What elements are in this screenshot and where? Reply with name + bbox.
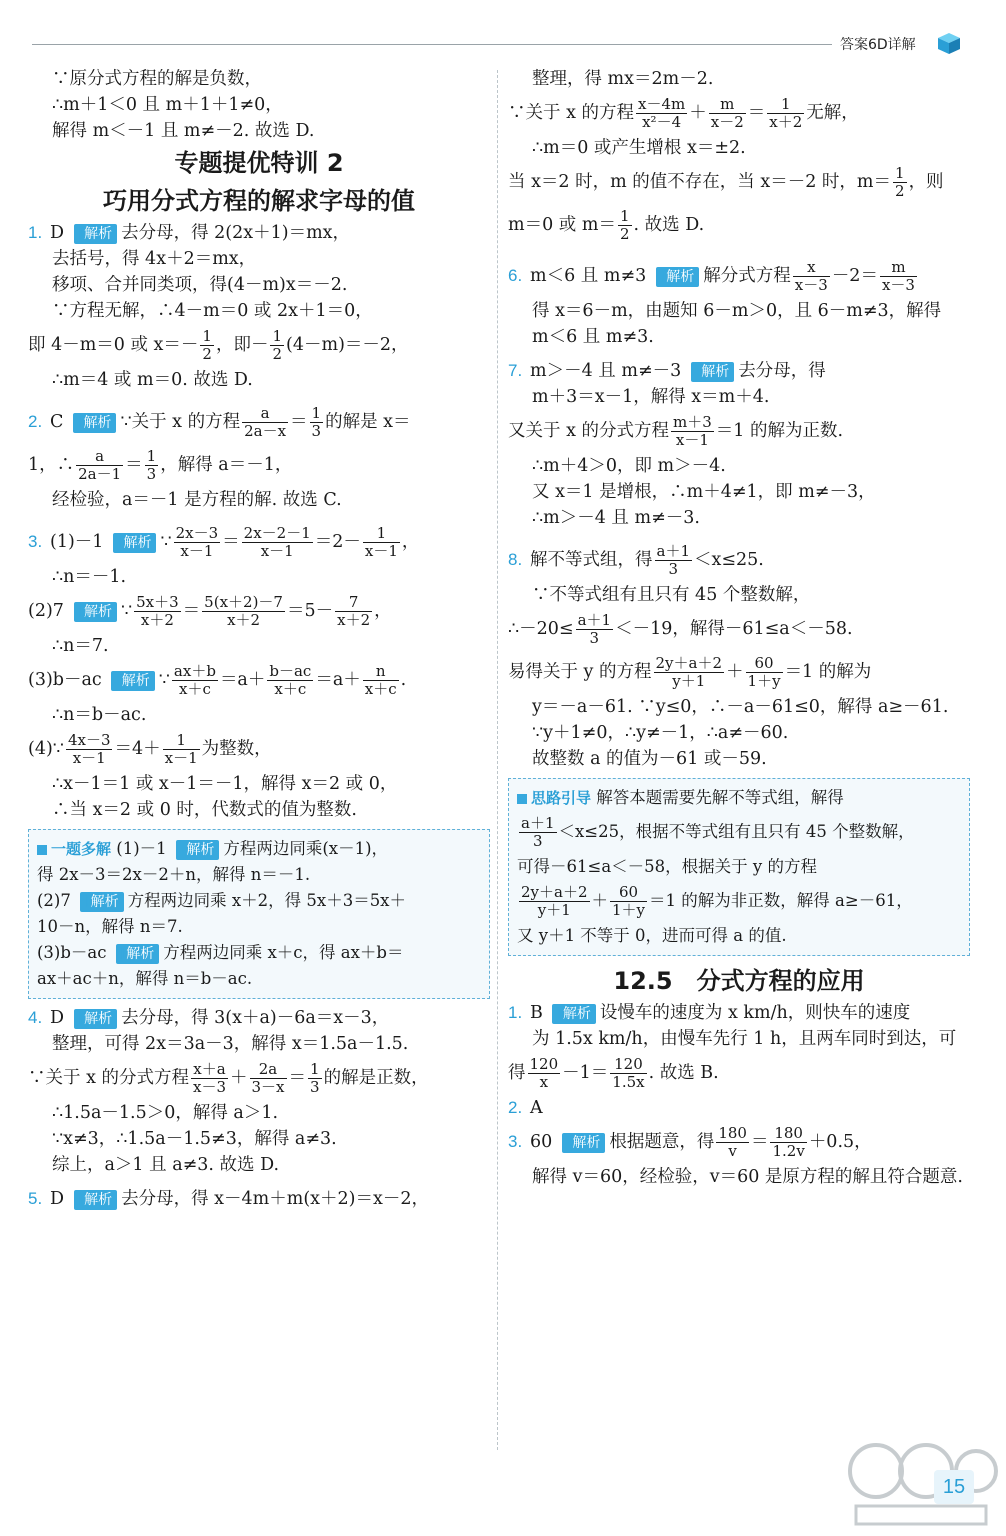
right-column xyxy=(508,66,970,1190)
header-rule xyxy=(32,44,832,45)
question-number: 7. xyxy=(508,361,523,380)
fraction: $\frac{x-4m}{\text{x²－4}}$ xyxy=(638,95,686,131)
analysis-tag: [ 解析 xyxy=(113,533,156,553)
solution-line: ∵方程无解，∴4－m＝0 或 2x＋1＝0， xyxy=(52,301,373,321)
question-7 xyxy=(508,358,970,531)
box-line: 一题多解 (1)－1 [ 解析 方程两边同乘(x－1)， xyxy=(37,836,481,862)
solution-line: 即 4－m＝0 或 x＝－ $\frac{1}{2}$ ，即－ $\frac{1}{2}$ (4－m)＝－2， xyxy=(28,327,409,363)
answer: D xyxy=(50,223,65,243)
box-line: $\frac{a+1}{3}$ ＜x≤25，根据不等式组有且只有 45 个整数解， xyxy=(521,814,915,850)
box-tag: 思路引导 xyxy=(531,789,592,807)
fraction: $\frac{1}{x-1}$ xyxy=(364,524,398,560)
solution-line: ∴m＝0 或产生增根 x＝±2. xyxy=(532,138,746,158)
question-number: 4. xyxy=(28,1008,43,1027)
box-line: 10－n，解得 n＝7. xyxy=(37,917,183,936)
question-number: 1. xyxy=(28,223,43,242)
fraction: $\frac{m}{x-3}$ xyxy=(881,258,915,294)
question-6 xyxy=(508,255,970,350)
analysis-tag: [ 解析 xyxy=(80,892,123,912)
solution-line: 得 $\frac{120}{x}$ －1＝ $\frac{120}{1.5x}$ . 故选 B. xyxy=(508,1055,719,1091)
fraction: $\frac{1}{3}$ xyxy=(311,404,322,440)
intro-line: ∴m＋1＜0 且 m＋1＋1≠0， xyxy=(52,95,283,115)
fraction: $\frac{ax+b}{x+c}$ xyxy=(173,662,216,698)
solution-line: ∴m＝4 或 m＝0. 故选 D. xyxy=(52,370,253,390)
box-line: 可得－61≤a＜－58，根据关于 y 的方程 xyxy=(517,857,817,876)
answer: C xyxy=(50,412,64,432)
page-number: 15 xyxy=(934,1470,974,1504)
solution-line: 经检验，a＝－1 是方程的解. 故选 C. xyxy=(52,490,342,510)
fraction: $\frac{1}{2}$ xyxy=(272,327,283,363)
fraction: $\frac{2a}{3-x}$ xyxy=(251,1060,285,1096)
solution-line: ∴当 x＝2 或 0 时，代数式的值为整数. xyxy=(52,800,357,820)
solution-line: 整理，得 mx＝2m－2. xyxy=(532,69,714,89)
fraction: $\frac{1}{3}$ xyxy=(310,1060,320,1096)
fraction: $\frac{a+1}{3}$ xyxy=(521,814,555,850)
solution-line: 去括号，得 4x＋2＝mx， xyxy=(52,249,257,269)
solution-line: m＝0 或 m＝ $\frac{1}{2}$ . 故选 D. xyxy=(508,207,705,243)
analysis-tag: [ 解析 xyxy=(116,944,159,964)
question-number: 6. xyxy=(508,266,523,285)
solution-line: 3. (1)－1 [ 解析 ∵ $\frac{2x-3}{x-1}$ ＝ $\frac{2x-2-1}{x-1}$ ＝2－ $\frac{1}{x-1}$ ， xyxy=(28,521,490,564)
answer: A xyxy=(530,1098,543,1118)
solution-line: 为 1.5x km/h，由慢车先行 1 h，且两车同时到达，可 xyxy=(532,1029,957,1049)
intro-line: ∵原分式方程的解是负数， xyxy=(52,69,262,89)
fraction: $\frac{4x-3}{x-1}$ xyxy=(67,731,111,767)
answer: D xyxy=(50,1008,65,1028)
fraction: $\frac{2x-3}{x-1}$ xyxy=(175,524,219,560)
solution-line: m＜6 且 m≠3. xyxy=(532,327,654,347)
analysis-tag: [ 解析 xyxy=(656,267,699,287)
fraction: $\frac{1}{x-1}$ xyxy=(164,731,198,767)
left-column xyxy=(28,66,490,1212)
section-question-1 xyxy=(508,1000,970,1095)
solution-line: 设慢车的速度为 x km/h，则快车的速度 xyxy=(599,1003,911,1023)
watermark-logo xyxy=(836,1436,1001,1531)
analysis-tag: [ 解析 xyxy=(691,362,734,382)
solution-line: 去分母，得 xyxy=(738,361,826,381)
question-3 xyxy=(28,521,490,823)
question-1 xyxy=(28,220,490,393)
solution-line: 1，∴ $\frac{a}{2a-1}$ ＝ $\frac{1}{3}$ ，解得 a＝－1， xyxy=(28,447,293,483)
analysis-tag: [ 解析 xyxy=(74,602,117,622)
solution-line: 2. C [ 解析 ∵关于 x 的方程 $\frac{a}{2a-x}$ ＝ $\frac{1}{3}$ 的解是 x＝ xyxy=(28,401,490,444)
solution-line: 3. 60 [ 解析 根据题意，得 $\frac{180}{v}$ ＝ $\frac{180}{1.2v}$ ＋0.5， xyxy=(508,1121,970,1164)
solution-line: 易得关于 y 的方程 $\frac{2y+a+2}{y+1}$ ＋ $\frac{60}{1+y}$ ＝1 的解为 xyxy=(508,654,872,690)
answer: m＜6 且 m≠3 xyxy=(530,266,647,286)
solution-line: 去分母，得 3(x＋a)－6a＝x－3， xyxy=(121,1008,390,1028)
fraction: $\frac{x+a}{x-3}$ xyxy=(193,1060,227,1096)
solution-line: ∵关于 x 的方程 $\frac{x-4m}{\text{x²－4}}$ ＋ $\frac{m}{x-2}$ ＝ $\frac{1}{x+2}$ 无解， xyxy=(508,95,859,131)
solution-line: y＝－a－61. ∵y≤0，∴－a－61≤0，解得 a≥－61. xyxy=(532,697,949,717)
solution-line: ∵不等式组有且只有 45 个整数解， xyxy=(532,585,811,605)
special-training-title: 专题提优特训 2 xyxy=(174,149,344,177)
fraction: $\frac{5x+3}{x+2}$ xyxy=(136,593,179,629)
analysis-tag: [ 解析 xyxy=(74,1009,117,1029)
solution-line: 6. m＜6 且 m≠3 [ 解析 解分式方程 $\frac{x}{x-3}$ －2＝ $\frac{m}{x-3}$ xyxy=(508,255,970,298)
solution-line: m＋3＝x－1，解得 x＝m＋4. xyxy=(532,387,770,407)
answer: B xyxy=(530,1003,543,1023)
fraction: $\frac{a}{2a-x}$ xyxy=(244,404,287,440)
fraction: $\frac{1}{3}$ xyxy=(146,447,157,483)
solution-line: ∵x≠3，∴1.5a－1.5≠3，解得 a≠3. xyxy=(52,1129,337,1149)
fraction: $\frac{m+3}{x-1}$ xyxy=(673,413,712,449)
column-divider xyxy=(497,70,498,1450)
fraction: $\frac{1}{x+2}$ xyxy=(769,95,803,131)
fraction: $\frac{2y+a+2}{y+1}$ xyxy=(521,883,588,919)
section-question-3 xyxy=(508,1121,970,1190)
solution-line: 8. 解不等式组，得 $\frac{a+1}{3}$ ＜x≤25. xyxy=(508,542,764,578)
analysis-tag: [ 解析 xyxy=(176,840,219,860)
box-line: 思路引导 解答本题需要先解不等式组，解得 xyxy=(517,785,961,811)
box-line: (2)7 [ 解析 方程两边同乘 x＋2，得 5x＋3＝5x＋ xyxy=(37,888,481,914)
solution-line: 去分母，得 2(2x＋1)＝mx， xyxy=(121,223,351,243)
special-training-subtitle: 巧用分式方程的解求字母的值 xyxy=(103,187,415,215)
analysis-tag: [ 解析 xyxy=(74,1190,117,1210)
solution-line: (4)∵ $\frac{4x-3}{x-1}$ ＝4＋ $\frac{1}{x-1}$ 为整数， xyxy=(28,731,272,767)
fraction: $\frac{60}{1+y}$ xyxy=(747,654,781,690)
analysis-tag: [ 解析 xyxy=(74,224,117,244)
box-line: ax＋ac＋n，解得 n＝b－ac. xyxy=(37,969,253,988)
solution-line: ∴1.5a－1.5＞0，解得 a＞1. xyxy=(52,1103,279,1123)
solution-line: ∴x－1＝1 或 x－1＝－1，解得 x＝2 或 0， xyxy=(52,774,398,794)
thinking-guide-box xyxy=(508,778,970,956)
solution-line: 故整数 a 的值为－61 或－59. xyxy=(532,749,767,769)
solution-line: ∴－20≤ $\frac{a+1}{3}$ ＜－19，解得－61≤a＜－58. xyxy=(508,611,853,647)
question-number: 2. xyxy=(508,1098,523,1117)
fraction: $\frac{180}{v}$ xyxy=(718,1124,747,1160)
box-tag: 一题多解 xyxy=(51,840,112,858)
solution-line: (3)b－ac [ 解析 ∵ $\frac{ax+b}{x+c}$ ＝a＋ $\frac{b-ac}{x+c}$ ＝a＋ $\frac{n}{x+c}$ . xyxy=(28,659,490,702)
question-number: 2. xyxy=(28,412,43,431)
fraction: $\frac{2y+a+2}{y+1}$ xyxy=(655,654,723,690)
answer: 60 xyxy=(530,1132,553,1152)
question-4 xyxy=(28,1005,490,1178)
fraction: $\frac{b-ac}{x+c}$ xyxy=(269,662,312,698)
fraction: $\frac{1}{2}$ xyxy=(895,164,905,200)
question-number: 1. xyxy=(508,1003,523,1022)
box-line: 得 2x－3＝2x－2＋n，解得 n＝－1. xyxy=(37,865,311,884)
fraction: $\frac{x}{x-3}$ xyxy=(794,258,828,294)
question-number: 3. xyxy=(28,532,43,551)
solution-line: (2)7 [ 解析 ∵ $\frac{5x+3}{x+2}$ ＝ $\frac{5(x+2)-7}{x+2}$ ＝5－ $\frac{7}{x+2}$ ， xyxy=(28,590,490,633)
solution-line: 移项、合并同类项，得(4－m)x＝－2. xyxy=(52,275,348,295)
question-5 xyxy=(28,1186,490,1212)
fraction: $\frac{2x-2-1}{x-1}$ xyxy=(243,524,311,560)
fraction: $\frac{5(x+2)-7}{x+2}$ xyxy=(204,593,283,629)
section-title: 12.5 分式方程的应用 xyxy=(613,967,865,995)
question-number: 3. xyxy=(508,1132,523,1151)
solution-line: ∴n＝7. xyxy=(52,636,109,656)
question-number: 8. xyxy=(508,550,523,569)
solution-line: ∴n＝b－ac. xyxy=(52,705,147,725)
solution-line: 去分母，得 x－4m＋m(x＋2)＝x－2， xyxy=(121,1189,429,1209)
section-question-2 xyxy=(508,1095,970,1121)
analysis-tag: [ 解析 xyxy=(73,413,116,433)
solution-line: 整理，可得 2x＝3a－3，解得 x＝1.5a－1.5. xyxy=(52,1034,409,1054)
fraction: $\frac{120}{1.5x}$ xyxy=(612,1055,645,1091)
fraction: $\frac{1}{2}$ xyxy=(619,207,630,243)
question-number: 5. xyxy=(28,1189,43,1208)
solution-line: ∴n＝－1. xyxy=(52,567,127,587)
fraction: $\frac{60}{1+y}$ xyxy=(612,883,646,919)
answer: m＞－4 且 m≠－3 xyxy=(530,361,682,381)
square-bullet-icon xyxy=(37,845,47,855)
solution-line: 综上，a＞1 且 a≠3. 故选 D. xyxy=(52,1155,280,1175)
intro-line: 解得 m＜－1 且 m≠－2. 故选 D. xyxy=(52,121,315,141)
fraction: $\frac{7}{x+2}$ xyxy=(337,593,371,629)
fraction: $\frac{a+1}{3}$ xyxy=(577,611,612,647)
fraction: $\frac{1}{2}$ xyxy=(202,327,212,363)
solution-line: ∴m＋4＞0，即 m＞－4. xyxy=(532,456,726,476)
fraction: $\frac{120}{x}$ xyxy=(529,1055,559,1091)
square-bullet-icon xyxy=(517,794,527,804)
solution-line: 当 x＝2 时，m 的值不存在，当 x＝－2 时，m＝ $\frac{1}{2}$ ，则 xyxy=(508,164,944,200)
box-line: 又 y＋1 不等于 0，进而可得 a 的值. xyxy=(517,926,787,945)
analysis-tag: [ 解析 xyxy=(562,1133,605,1153)
question-5-continued xyxy=(508,66,970,247)
solution-line: ∴m＞－4 且 m≠－3. xyxy=(532,508,700,528)
cube-logo-icon xyxy=(936,31,962,55)
fraction: $\frac{m}{x-2}$ xyxy=(710,95,744,131)
solution-line: 又关于 x 的分式方程 $\frac{m+3}{x-1}$ ＝1 的解为正数. xyxy=(508,413,844,449)
header-label: 答案6D详解 xyxy=(840,37,916,53)
multiple-solutions-box xyxy=(28,829,490,999)
question-2 xyxy=(28,401,490,513)
solution-line: ∵关于 x 的分式方程 $\frac{x+a}{x-3}$ ＋ $\frac{2a}{3-x}$ ＝ $\frac{1}{3}$ 的解是正数， xyxy=(28,1060,429,1096)
answer: D xyxy=(50,1189,65,1209)
solution-line: 又 x＝1 是增根，∴m＋4≠1，即 m≠－3， xyxy=(532,482,876,502)
analysis-tag: [ 解析 xyxy=(552,1004,595,1024)
question-8 xyxy=(508,539,970,772)
box-line: (3)b－ac [ 解析 方程两边同乘 x＋c，得 ax＋b＝ xyxy=(37,940,481,966)
fraction: $\frac{a}{2a-1}$ xyxy=(78,447,122,483)
box-line: $\frac{2y+a+2}{y+1}$ ＋ $\frac{60}{1+y}$ ＝1 的解为非正数，解得 a≥－61， xyxy=(521,883,913,919)
solution-line: ∵y＋1≠0，∴y≠－1，∴a≠－60. xyxy=(532,723,789,743)
fraction: $\frac{n}{x+c}$ xyxy=(364,662,397,698)
fraction: $\frac{a+1}{3}$ xyxy=(656,542,690,578)
fraction: $\frac{180}{1.2v}$ xyxy=(772,1124,805,1160)
solution-line: 得 x＝6－m，由题知 6－m＞0，且 6－m≠3，解得 xyxy=(532,301,942,321)
solution-line: 解得 v＝60，经检验，v＝60 是原方程的解且符合题意. xyxy=(532,1167,963,1187)
analysis-tag: [ 解析 xyxy=(111,671,154,691)
